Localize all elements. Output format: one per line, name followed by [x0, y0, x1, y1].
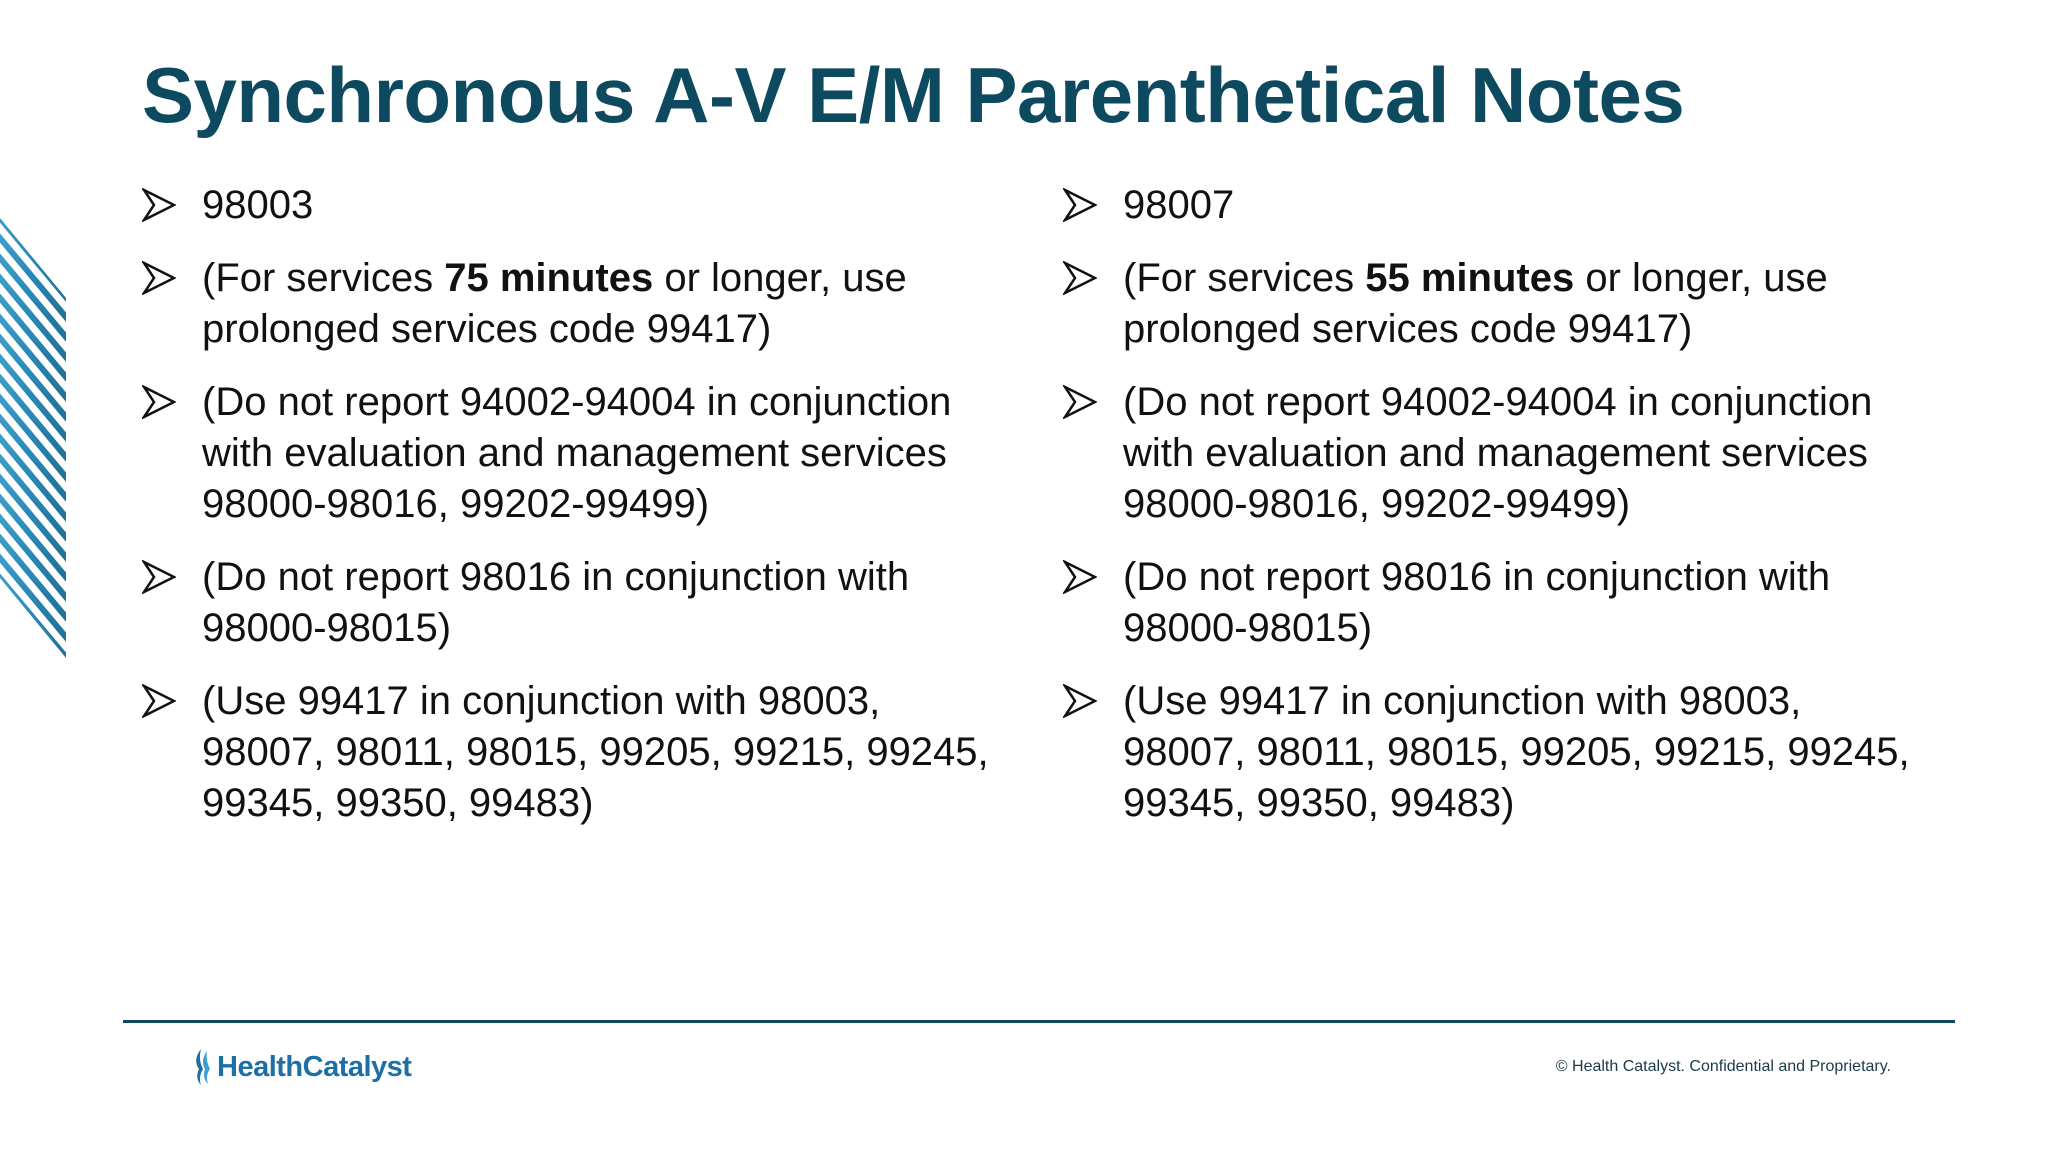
- flame-logo-icon: [192, 1047, 214, 1087]
- arrowhead-bullet-icon: [1063, 385, 1097, 419]
- list-item-text-bold: 75 minutes: [444, 256, 654, 300]
- list-item-text-bold: 55 minutes: [1365, 256, 1575, 300]
- arrowhead-bullet-icon: [1063, 261, 1097, 295]
- list-item-text: (Use 99417 in conjunction with 98003, 98007, 98011, 98015, 99205, 99215, 99245, 99345, 99350, 99483): [202, 679, 989, 825]
- health-catalyst-logo: [192, 1045, 411, 1089]
- list-item: [1063, 552, 1923, 654]
- slide-title: Synchronous A-V E/M Parenthetical Notes: [142, 51, 1685, 139]
- list-item-text: (Use 99417 in conjunction with 98003, 98007, 98011, 98015, 99205, 99215, 99245, 99345, 99350, 99483): [1123, 679, 1910, 825]
- list-item: [1063, 180, 1923, 231]
- list-item-text-post: or longer, use prolonged services code 99417): [1123, 256, 1828, 351]
- copyright-notice: © Health Catalyst. Confidential and Proprietary.: [1555, 1058, 1891, 1075]
- arrowhead-bullet-icon: [142, 188, 176, 222]
- left-column: [142, 180, 1002, 851]
- list-item-text: (Do not report 98016 in conjunction with 98000-98015): [202, 555, 910, 650]
- arrowhead-bullet-icon: [142, 385, 176, 419]
- list-item-text: 98003: [202, 183, 314, 227]
- logo-text: HealthCatalyst: [217, 1050, 412, 1083]
- list-item: [1063, 253, 1923, 355]
- right-column: [1063, 180, 1923, 851]
- list-item: [142, 377, 1002, 530]
- list-item-text: (Do not report 94002-94004 in conjunction with evaluation and management services 98000-98016, 99202-99499): [1123, 380, 1873, 526]
- list-item: [142, 253, 1002, 355]
- arrowhead-bullet-icon: [142, 261, 176, 295]
- arrowhead-bullet-icon: [1063, 684, 1097, 718]
- arrowhead-bullet-icon: [142, 684, 176, 718]
- list-item-text-pre: (For services: [1123, 256, 1366, 300]
- diagonal-stripes-decoration: [0, 218, 70, 658]
- list-item: [142, 676, 1002, 829]
- list-item-text-pre: (For services: [202, 256, 445, 300]
- list-item: [142, 552, 1002, 654]
- list-item: [1063, 676, 1923, 829]
- list-item-text: 98007: [1123, 183, 1235, 227]
- arrowhead-bullet-icon: [1063, 560, 1097, 594]
- arrowhead-bullet-icon: [1063, 188, 1097, 222]
- arrowhead-bullet-icon: [142, 560, 176, 594]
- list-item-text: (Do not report 94002-94004 in conjunction with evaluation and management services 98000-98016, 99202-99499): [202, 380, 952, 526]
- list-item: [142, 180, 1002, 231]
- list-item-text: (Do not report 98016 in conjunction with 98000-98015): [1123, 555, 1831, 650]
- footer-divider: [123, 1020, 1955, 1023]
- list-item: [1063, 377, 1923, 530]
- list-item-text-post: or longer, use prolonged services code 99417): [202, 256, 907, 351]
